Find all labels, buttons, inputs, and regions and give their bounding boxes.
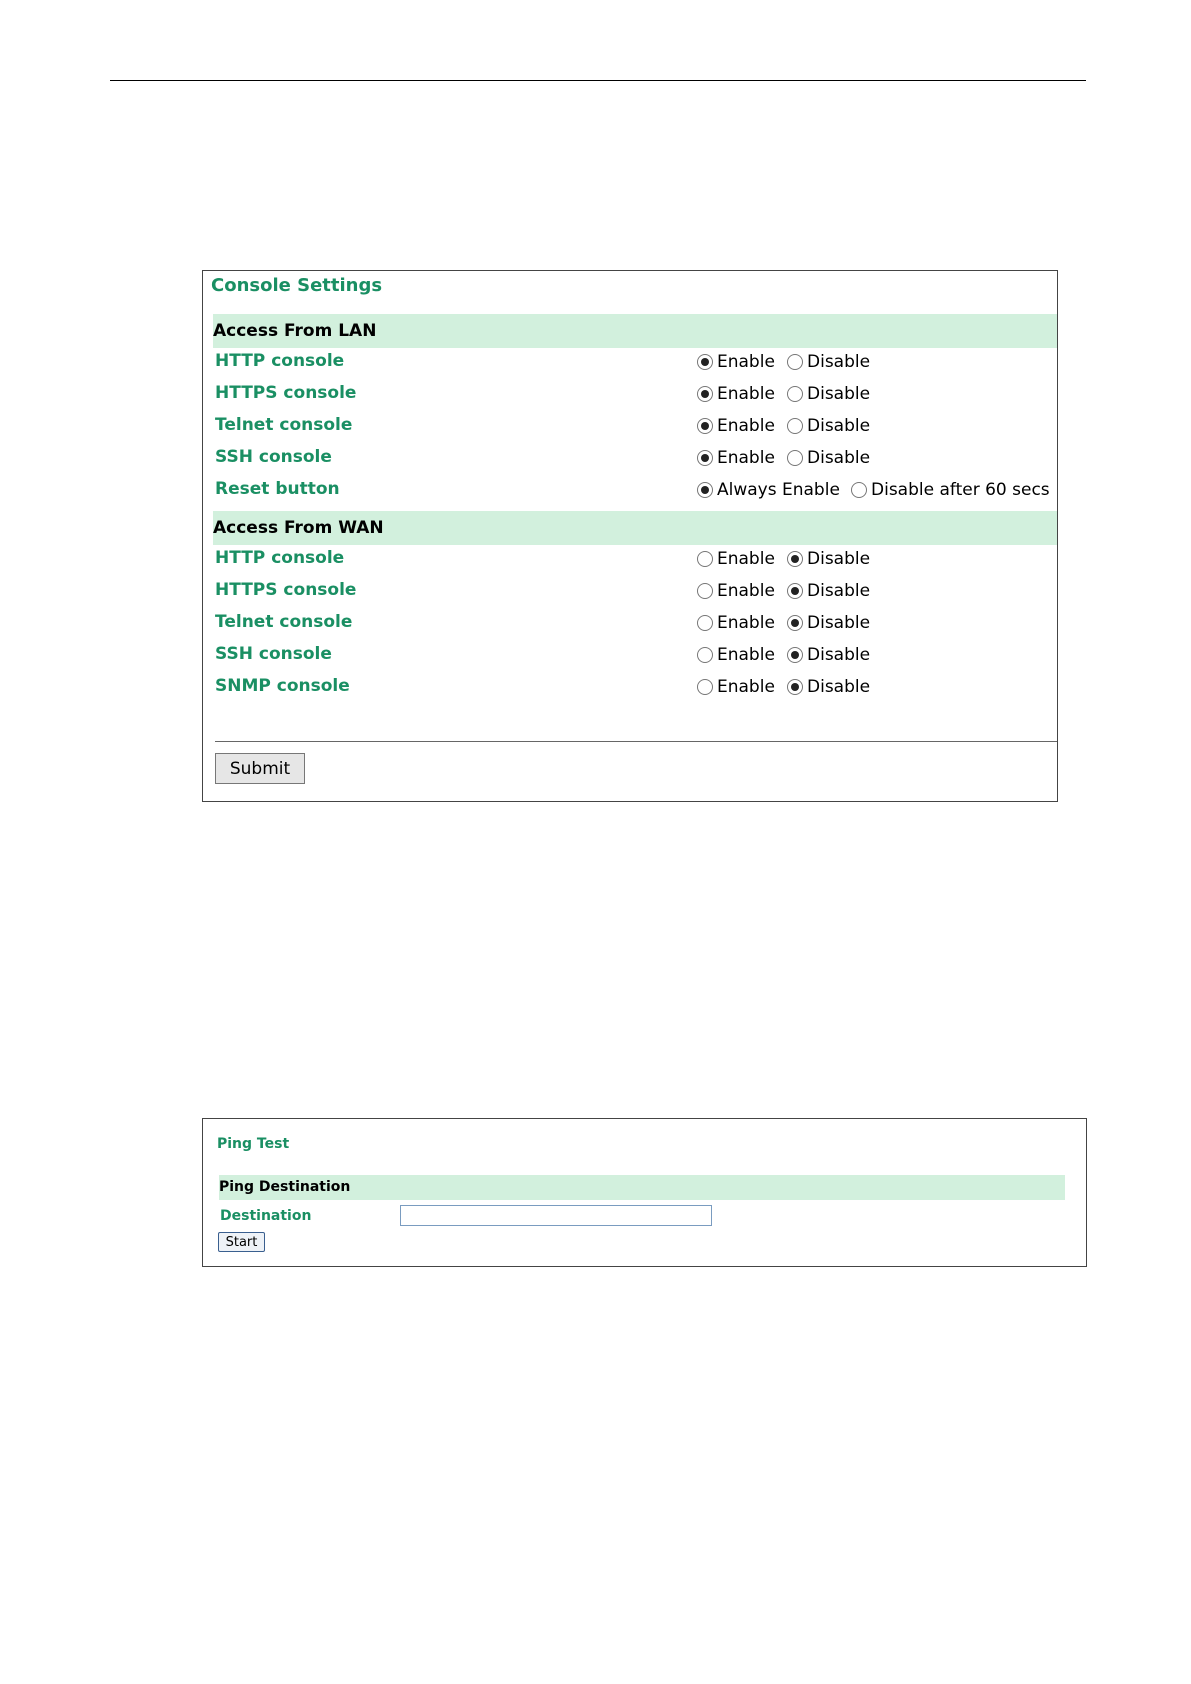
ping-destination-header	[219, 1175, 1065, 1200]
lan-reset-button-label: Reset button	[215, 479, 340, 499]
wan-telnet-enable-text: Enable	[717, 613, 775, 633]
wan-http-enable-radio[interactable]	[697, 551, 713, 567]
wan-snmp-console-label: SNMP console	[215, 676, 350, 696]
wan-https-enable-radio[interactable]	[697, 583, 713, 599]
lan-ssh-console-label: SSH console	[215, 447, 332, 467]
lan-https-enable-text: Enable	[717, 384, 775, 404]
lan-ssh-enable-text: Enable	[717, 448, 775, 468]
submit-button[interactable]: Submit	[215, 753, 305, 784]
reset-disable-after-radio[interactable]	[851, 482, 867, 498]
lan-ssh-disable-text: Disable	[807, 448, 871, 468]
lan-section-title: Access From LAN	[213, 321, 377, 341]
wan-ssh-disable-text: Disable	[807, 645, 871, 665]
lan-https-console-label: HTTPS console	[215, 383, 357, 403]
wan-ssh-disable-option[interactable]	[787, 645, 870, 665]
lan-telnet-disable-radio[interactable]	[787, 418, 803, 434]
wan-https-disable-radio[interactable]	[787, 583, 803, 599]
lan-https-disable-option[interactable]	[787, 384, 870, 404]
wan-telnet-enable-option[interactable]	[697, 613, 775, 633]
reset-disable-after-text: Disable after 60 secs	[871, 480, 1050, 500]
lan-https-disable-text: Disable	[807, 384, 871, 404]
lan-telnet-disable-option[interactable]	[787, 416, 870, 436]
lan-https-enable-option[interactable]	[697, 384, 775, 404]
ping-test-title: Ping Test	[217, 1136, 290, 1152]
ping-destination-title: Ping Destination	[219, 1179, 351, 1195]
lan-telnet-console-label: Telnet console	[215, 415, 353, 435]
reset-always-enable-text: Always Enable	[717, 480, 840, 500]
wan-http-enable-text: Enable	[717, 549, 775, 569]
wan-https-enable-text: Enable	[717, 581, 775, 601]
wan-https-enable-option[interactable]	[697, 581, 775, 601]
reset-disable-after-option[interactable]	[851, 480, 1050, 500]
destination-input[interactable]	[400, 1205, 712, 1226]
wan-http-enable-option[interactable]	[697, 549, 775, 569]
wan-section-header	[213, 511, 1057, 545]
wan-snmp-enable-option[interactable]	[697, 677, 775, 697]
wan-section-title: Access From WAN	[213, 518, 384, 538]
lan-ssh-enable-option[interactable]	[697, 448, 775, 468]
wan-ssh-enable-option[interactable]	[697, 645, 775, 665]
lan-http-disable-text: Disable	[807, 352, 871, 372]
lan-https-disable-radio[interactable]	[787, 386, 803, 402]
lan-https-enable-radio[interactable]	[697, 386, 713, 402]
wan-snmp-disable-text: Disable	[807, 677, 871, 697]
lan-telnet-disable-text: Disable	[807, 416, 871, 436]
wan-http-disable-radio[interactable]	[787, 551, 803, 567]
lan-ssh-enable-radio[interactable]	[697, 450, 713, 466]
lan-http-disable-radio[interactable]	[787, 354, 803, 370]
wan-ssh-enable-text: Enable	[717, 645, 775, 665]
ping-test-panel	[202, 1118, 1087, 1267]
wan-https-disable-text: Disable	[807, 581, 871, 601]
reset-always-enable-option[interactable]	[697, 480, 840, 500]
wan-ssh-disable-radio[interactable]	[787, 647, 803, 663]
wan-snmp-enable-radio[interactable]	[697, 679, 713, 695]
wan-ssh-console-label: SSH console	[215, 644, 332, 664]
lan-ssh-disable-radio[interactable]	[787, 450, 803, 466]
lan-http-enable-radio[interactable]	[697, 354, 713, 370]
wan-https-disable-option[interactable]	[787, 581, 870, 601]
lan-ssh-disable-option[interactable]	[787, 448, 870, 468]
wan-ssh-enable-radio[interactable]	[697, 647, 713, 663]
wan-telnet-disable-text: Disable	[807, 613, 871, 633]
wan-snmp-enable-text: Enable	[717, 677, 775, 697]
lan-http-enable-option[interactable]	[697, 352, 775, 372]
wan-http-disable-option[interactable]	[787, 549, 870, 569]
form-divider	[215, 741, 1057, 742]
wan-http-console-label: HTTP console	[215, 548, 345, 568]
lan-telnet-enable-radio[interactable]	[697, 418, 713, 434]
page-header-rule	[110, 80, 1086, 81]
wan-snmp-disable-option[interactable]	[787, 677, 870, 697]
lan-http-console-label: HTTP console	[215, 351, 345, 371]
lan-telnet-enable-option[interactable]	[697, 416, 775, 436]
lan-http-disable-option[interactable]	[787, 352, 870, 372]
lan-telnet-enable-text: Enable	[717, 416, 775, 436]
console-settings-title: Console Settings	[211, 275, 383, 296]
wan-snmp-disable-radio[interactable]	[787, 679, 803, 695]
lan-section-header	[213, 314, 1057, 348]
wan-telnet-enable-radio[interactable]	[697, 615, 713, 631]
start-button[interactable]: Start	[218, 1232, 265, 1252]
lan-http-enable-text: Enable	[717, 352, 775, 372]
wan-telnet-console-label: Telnet console	[215, 612, 353, 632]
destination-label: Destination	[220, 1208, 312, 1224]
reset-always-enable-radio[interactable]	[697, 482, 713, 498]
console-settings-panel	[202, 270, 1058, 802]
wan-https-console-label: HTTPS console	[215, 580, 357, 600]
wan-http-disable-text: Disable	[807, 549, 871, 569]
wan-telnet-disable-radio[interactable]	[787, 615, 803, 631]
wan-telnet-disable-option[interactable]	[787, 613, 870, 633]
